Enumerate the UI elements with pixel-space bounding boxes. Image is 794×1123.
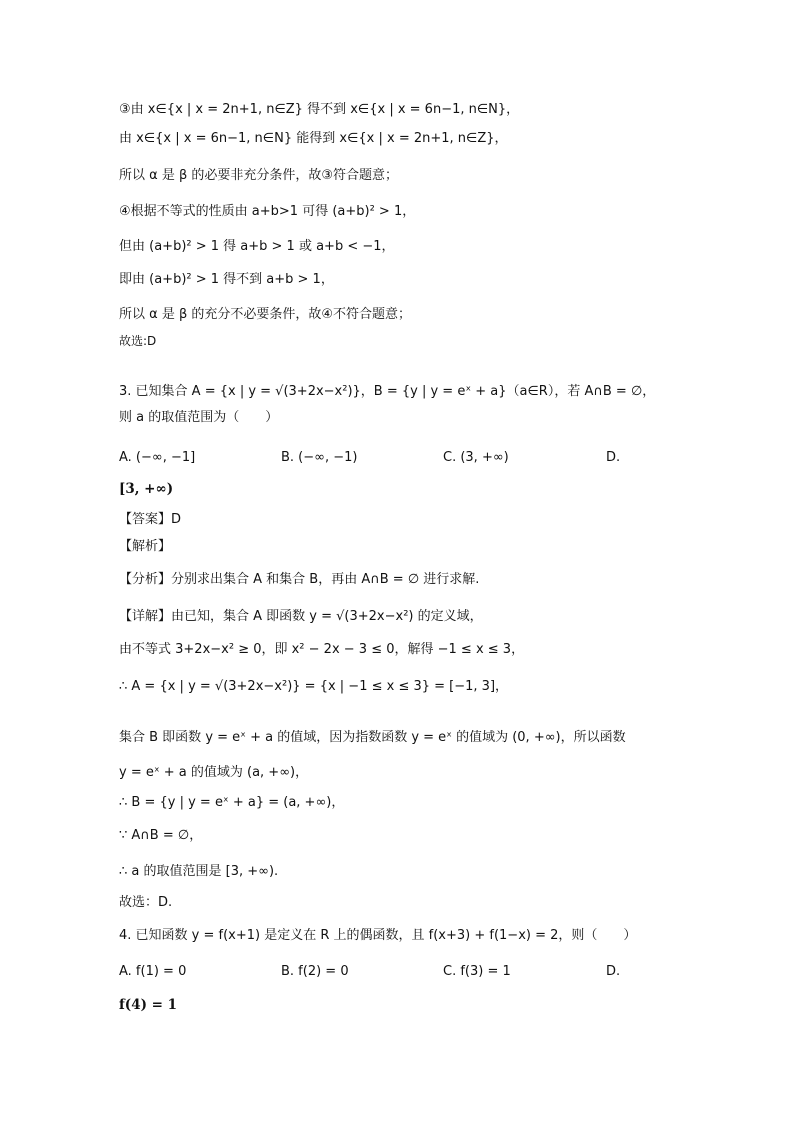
detail-line-4: 集合 B 即函数 y = eˣ + a 的值域，因为指数函数 y = eˣ 的值域为 (0, +∞)，所以函数 [119, 730, 626, 745]
solution-line-7: 所以 α 是 β 的充分不必要条件，故④不符合题意； [119, 307, 412, 322]
q4-option-b: B. f(2) = 0 [281, 964, 349, 979]
q4-option-d-value: f(4) = 1 [119, 997, 178, 1013]
q4-option-c: C. f(3) = 1 [443, 964, 511, 979]
detail-line-3: ∴ A = {x | y = √(3+2x−x²)} = {x | −1 ≤ x ≤ 3} = [−1, 3]， [119, 679, 509, 694]
detail-line-5: y = eˣ + a 的值域为 (a, +∞)， [119, 765, 309, 780]
detail-line-8: ∴ a 的取值范围是 [3, +∞). [119, 864, 279, 879]
detail-line-6: ∴ B = {y | y = eˣ + a} = (a, +∞)， [119, 795, 345, 810]
option-b: B. (−∞, −1) [281, 450, 358, 465]
option-a: A. (−∞, −1] [119, 450, 196, 465]
option-d-label: D. [606, 450, 621, 465]
analysis-label: 【解析】 [119, 539, 172, 554]
solution-line-2: 由 x∈{x | x = 6n−1, n∈N} 能得到 x∈{x | x = 2n+1, n∈Z}， [119, 131, 508, 146]
question-4-stem: 4. 已知函数 y = f(x+1) 是定义在 R 上的偶函数，且 f(x+3) + f(1−x) = 2，则（ ） [119, 928, 637, 943]
solution-line-3: 所以 α 是 β 的必要非充分条件，故③符合题意； [119, 168, 399, 183]
question-3-prompt: 则 a 的取值范围为（ ） [119, 410, 279, 425]
solution-line-5: 但由 (a+b)² > 1 得 a+b > 1 或 a+b < −1， [119, 239, 395, 254]
solution-line-4: ④根据不等式的性质由 a+b>1 可得 (a+b)² > 1， [119, 204, 416, 219]
answer-label: 【答案】D [119, 512, 182, 527]
detail-line-9: 故选：D. [119, 895, 173, 910]
option-c: C. (3, +∞) [443, 450, 509, 465]
solution-line-6: 即由 (a+b)² > 1 得不到 a+b > 1， [119, 272, 334, 287]
option-d-value: [3, +∞) [119, 481, 174, 497]
q4-option-a: A. f(1) = 0 [119, 964, 187, 979]
analysis-summary: 【分析】分别求出集合 A 和集合 B，再由 A∩B = ∅ 进行求解. [119, 572, 480, 587]
answer-choice-line: 故选:D [119, 334, 157, 348]
detail-line-2: 由不等式 3+2x−x² ≥ 0，即 x² − 2x − 3 ≤ 0，解得 −1 ≤ x ≤ 3， [119, 642, 525, 657]
solution-line-1: ③由 x∈{x | x = 2n+1, n∈Z} 得不到 x∈{x | x = 6n−1, n∈N}， [119, 102, 520, 117]
q4-option-d-label: D. [606, 964, 621, 979]
detail-line-1: 【详解】由已知，集合 A 即函数 y = √(3+2x−x²) 的定义域， [119, 609, 483, 624]
question-3-stem: 3. 已知集合 A = {x | y = √(3+2x−x²)}，B = {y | y = eˣ + a}（a∈R），若 A∩B = ∅， [119, 384, 656, 399]
detail-line-7: ∵ A∩B = ∅， [119, 828, 203, 843]
